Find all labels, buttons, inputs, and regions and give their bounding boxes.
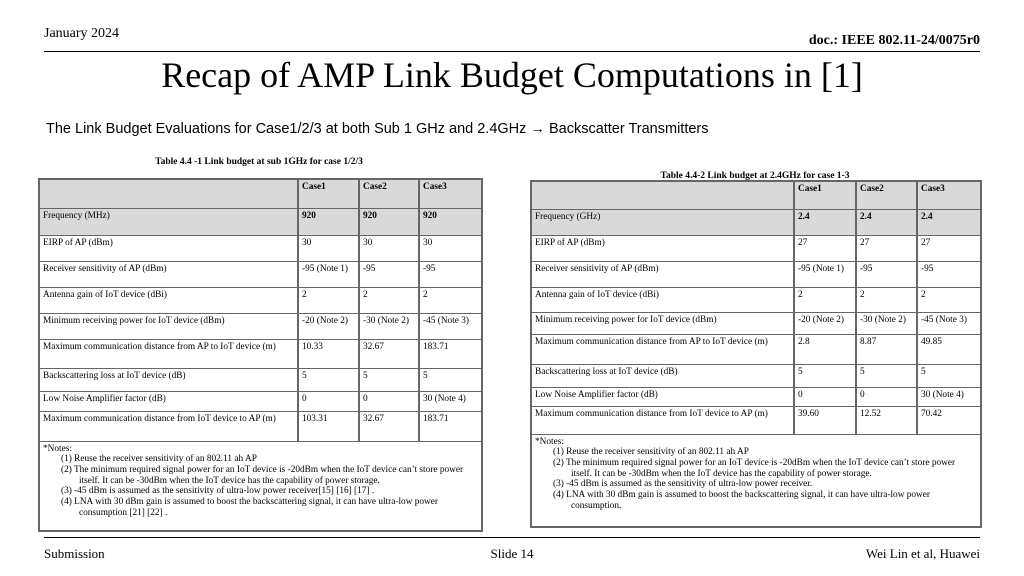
cell-case3: -95 [419,261,482,287]
cell-case3: 70.42 [917,406,981,434]
link-budget-table-sub1ghz [38,178,483,532]
cell-case2: 920 [359,208,419,235]
cell-case2: 30 [359,235,419,261]
cell-case1: 0 [794,387,856,406]
cell-case1: 2 [794,287,856,312]
cell-case1: 5 [298,368,359,391]
note-item: (3) -45 dBm is assumed as the sensitivity of ultra-low power receiver. [553,479,813,490]
column-header-case1: Case1 [298,179,359,208]
cell-case1: 5 [794,364,856,387]
row-label: Minimum receiving power for IoT device (dBm) [531,312,794,334]
row-label: Low Noise Amplifier factor (dB) [531,387,794,406]
row-label: Antenna gain of IoT device (dBi) [39,287,298,313]
table-row [531,364,981,387]
table-row [39,287,482,313]
row-label: Frequency (GHz) [531,209,794,235]
row-label: Antenna gain of IoT device (dBi) [531,287,794,312]
table-header-row [39,179,482,208]
cell-case2: 27 [856,235,917,261]
cell-case2: 2.4 [856,209,917,235]
table-row [39,368,482,391]
header-date: January 2024 [44,26,120,41]
table-row [531,261,981,287]
note-item: (4) LNA with 30 dBm gain is assumed to boost the backscattering signal, it can have ultra-low power consumption [21] [22] . [61,496,438,518]
cell-case3: 183.71 [419,411,482,441]
cell-case2: -30 (Note 2) [856,312,917,334]
notes-cell [531,434,981,527]
cell-case2: -30 (Note 2) [359,313,419,339]
cell-case2: 32.67 [359,411,419,441]
table-row [531,387,981,406]
table-row [531,406,981,434]
table-row [531,209,981,235]
link-budget-table-2-4ghz [530,180,982,528]
notes-title: *Notes: [535,436,564,447]
cell-case2: 0 [359,391,419,411]
footer-author: Wei Lin et al, Huawei [865,546,980,561]
row-label: Maximum communication distance from IoT device to AP (m) [531,406,794,434]
cell-case1: 2.4 [794,209,856,235]
table-row [39,261,482,287]
cell-case3: 2 [419,287,482,313]
cell-case1: -20 (Note 2) [794,312,856,334]
table-row [39,235,482,261]
slide-subtitle: The Link Budget Evaluations for Case1/2/3 at both Sub 1 GHz and 2.4GHz → Backscatter Transmitters [46,121,709,137]
header-doc-id: doc.: IEEE 802.11-24/0075r0 [808,33,980,48]
note-item: (3) -45 dBm is assumed as the sensitivity of ultra-low power receiver[15] [16] [17] . [61,486,375,497]
note-item: (2) The minimum required signal power for an IoT device is -20dBm when the IoT device can’t store power itself. It can be -30dBm when the IoT device has the capability of power storage. [61,464,464,486]
table-row [531,334,981,364]
row-label: Maximum communication distance from IoT device to AP (m) [39,411,298,441]
cell-case1: -95 (Note 1) [794,261,856,287]
cell-case1: 27 [794,235,856,261]
notes-row [39,441,482,531]
row-label: Backscattering loss at IoT device (dB) [39,368,298,391]
notes-title: *Notes: [43,443,72,454]
table-row [39,313,482,339]
notes-list [43,454,478,518]
table-header-row [531,181,981,209]
cell-case3: 49.85 [917,334,981,364]
row-label: Minimum receiving power for IoT device (dBm) [39,313,298,339]
cell-case2: 8.87 [856,334,917,364]
notes-cell [39,441,482,531]
footer-submission: Submission [44,546,105,561]
cell-case3: 30 [419,235,482,261]
cell-case3: 30 (Note 4) [419,391,482,411]
cell-case2: 32.67 [359,339,419,368]
row-label: EIRP of AP (dBm) [39,235,298,261]
row-label: Receiver sensitivity of AP (dBm) [39,261,298,287]
cell-case1: 30 [298,235,359,261]
cell-case1: 920 [298,208,359,235]
cell-case3: 5 [917,364,981,387]
column-header-case3: Case3 [917,181,981,209]
table-row [531,235,981,261]
note-item: (2) The minimum required signal power for an IoT device is -20dBm when the IoT device can’t store power itself. It can be -30dBm when the IoT device has the capability of power storage. [553,457,956,479]
cell-case3: -45 (Note 3) [917,312,981,334]
table-caption-sub1ghz: Table 4.4 -1 Link budget at sub 1GHz for case 1/2/3 [155,157,363,167]
note-item: (1) Reuse the receiver sensitivity of an 802.11 ah AP [553,447,749,458]
row-label: Frequency (MHz) [39,208,298,235]
column-header-case2: Case2 [359,179,419,208]
cell-case2: -95 [359,261,419,287]
footer-slide-number: Slide 14 [490,546,534,561]
cell-case3: 5 [419,368,482,391]
table-caption-2-4ghz: Table 4.4-2 Link budget at 2.4GHz for case 1-3 [660,171,850,181]
cell-case3: 2 [917,287,981,312]
column-header-case1: Case1 [794,181,856,209]
cell-case3: 30 (Note 4) [917,387,981,406]
cell-case1: 103.31 [298,411,359,441]
row-label: Low Noise Amplifier factor (dB) [39,391,298,411]
header-divider [44,51,980,52]
cell-case1: 10.33 [298,339,359,368]
cell-case1: -20 (Note 2) [298,313,359,339]
cell-case1: -95 (Note 1) [298,261,359,287]
table-row [39,208,482,235]
notes-row [531,434,981,527]
table-row [39,391,482,411]
cell-case2: 0 [856,387,917,406]
cell-case2: 12.52 [856,406,917,434]
row-label: EIRP of AP (dBm) [531,235,794,261]
slide-title: Recap of AMP Link Budget Computations in [1] [161,55,863,95]
cell-case3: 2.4 [917,209,981,235]
notes-list [535,447,977,511]
column-header-case2: Case2 [856,181,917,209]
cell-case2: 2 [856,287,917,312]
row-label: Receiver sensitivity of AP (dBm) [531,261,794,287]
row-label: Backscattering loss at IoT device (dB) [531,364,794,387]
cell-case3: -45 (Note 3) [419,313,482,339]
table-row [39,411,482,441]
table-row [531,312,981,334]
column-header-case3: Case3 [419,179,482,208]
cell-case2: 5 [359,368,419,391]
table-row [531,287,981,312]
row-label: Maximum communication distance from AP to IoT device (m) [531,334,794,364]
footer-divider [44,537,980,538]
cell-case2: 5 [856,364,917,387]
cell-case3: 27 [917,235,981,261]
cell-case1: 39.60 [794,406,856,434]
cell-case2: -95 [856,261,917,287]
note-item: (1) Reuse the receiver sensitivity of an 802.11 ah AP [61,454,257,465]
column-header-blank [531,181,794,209]
row-label: Maximum communication distance from AP to IoT device (m) [39,339,298,368]
cell-case3: -95 [917,261,981,287]
cell-case1: 2.8 [794,334,856,364]
cell-case1: 0 [298,391,359,411]
cell-case3: 920 [419,208,482,235]
cell-case1: 2 [298,287,359,313]
cell-case3: 183.71 [419,339,482,368]
note-item: (4) LNA with 30 dBm gain is assumed to boost the backscattering signal, it can have ultra-low power consumption. [553,489,930,511]
column-header-blank [39,179,298,208]
cell-case2: 2 [359,287,419,313]
table-row [39,339,482,368]
